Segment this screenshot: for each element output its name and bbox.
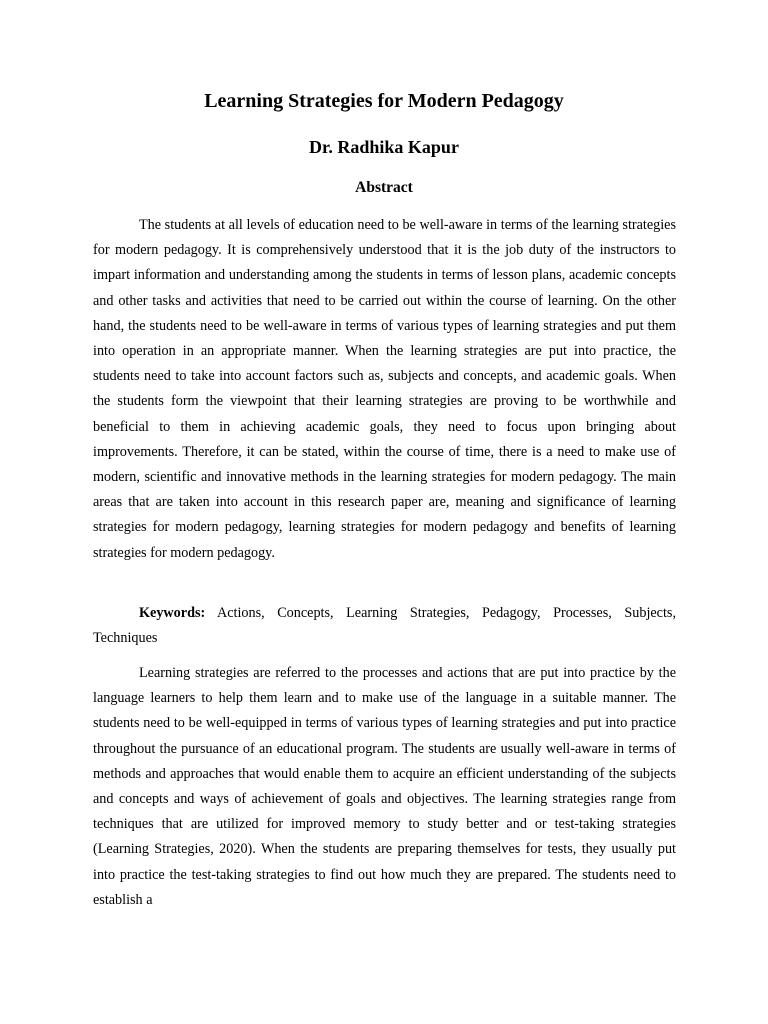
keywords-list: Actions, Concepts, Learning Strategies, Pedagogy, Processes, Subjects, Techniques — [93, 605, 676, 647]
introduction-paragraph: Learning strategies are referred to the processes and actions that are put into practice by the language learners to help them learn and to make use of the language in a suitable manner. The students need to be well-equipped in terms of various types of learning strategies and put into practice throughout the pursuance of an educational program. The students are usually well-aware in terms of methods and approaches that would enable them to acquire an efficient understanding of the subjects and concepts and ways of achievement of goals and objectives. The learning strategies range from techniques that are utilized for improved memory to study better and or test-taking strategies (Learning Strategies, 2020). When the students are preparing themselves for tests, they usually put into practice the test-taking strategies to find out how much they are prepared. The students need to establish a — [93, 665, 676, 908]
keywords-paragraph — [93, 601, 676, 651]
abstract-heading: Abstract — [355, 179, 413, 196]
keywords-label: Keywords: — [139, 605, 206, 621]
paper-title: Learning Strategies for Modern Pedagogy — [204, 90, 564, 112]
paper-author: Dr. Radhika Kapur — [309, 137, 459, 157]
abstract-paragraph: The students at all levels of education need to be well-aware in terms of the learning strategies for modern pedagogy. It is comprehensively understood that it is the job duty of the instructors to impart information and understanding among the students in terms of lesson plans, academic concepts and other tasks and activities that need to be carried out within the course of learning. On the other hand, the students need to be well-aware in terms of various types of learning strategies and put them into operation in an appropriate manner. When the learning strategies are put into practice, the students need to take into account factors such as, subjects and concepts, and academic goals. When the students form the viewpoint that their learning strategies are proving to be worthwhile and beneficial to them in achieving academic goals, they need to focus upon bringing about improvements. Therefore, it can be stated, within the course of time, there is a need to make use of modern, scientific and innovative methods in the learning strategies for modern pedagogy. The main areas that are taken into account in this research paper are, meaning and significance of learning strategies for modern pedagogy, learning strategies for modern pedagogy and benefits of learning strategies for modern pedagogy. — [93, 217, 676, 561]
